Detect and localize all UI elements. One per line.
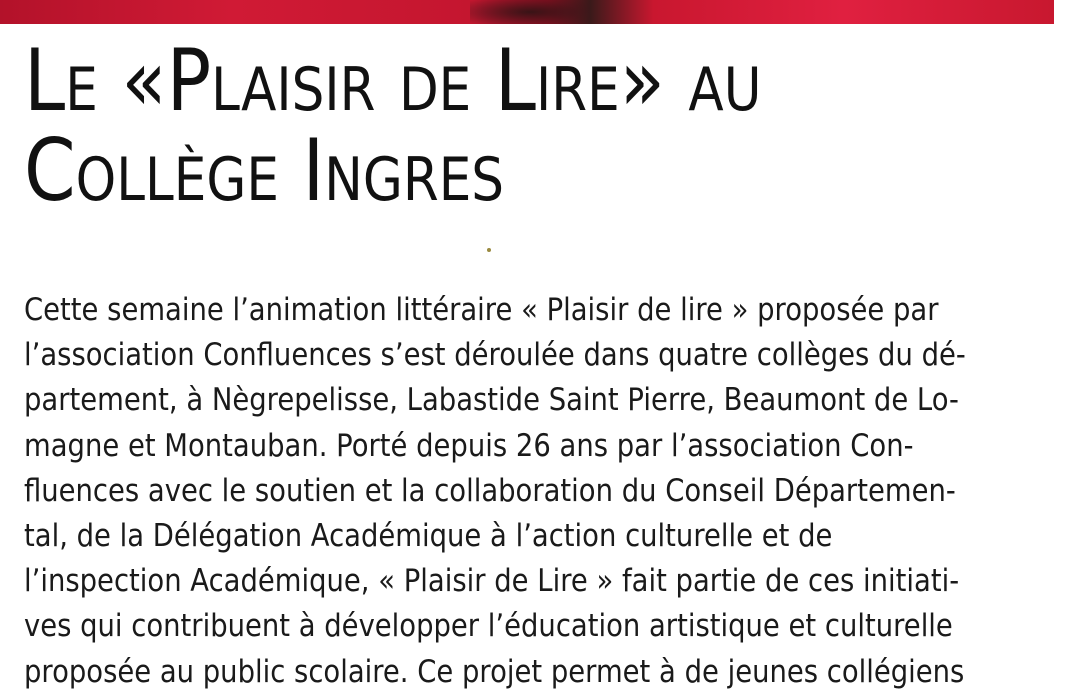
body-line: ves qui contribuent à développer l’éducation artistique et culturelle — [24, 608, 953, 645]
body-line: tal, de la Délégation Académique à l’action culturelle et de — [24, 518, 833, 555]
photo-shadow — [470, 0, 590, 24]
body-line: fluences avec le soutien et la collaboration du Conseil Départemen- — [24, 472, 956, 509]
body-line: Cette semaine l’animation littéraire « Plaisir de lire » proposée par — [24, 292, 939, 328]
body-line: l’inspection Académique, « Plaisir de Lire » fait partie de ces initiati- — [24, 563, 960, 600]
body-line: magne et Montauban. Porté depuis 26 ans par l’association Con- — [24, 427, 914, 464]
article-photo — [0, 0, 1054, 24]
article-body — [24, 288, 966, 695]
headline-line: Collège Ingres — [24, 121, 505, 221]
headline-line: Le «Plaisir de Lire» au — [24, 31, 762, 131]
print-speck — [487, 248, 491, 252]
body-line: partement, à Nègrepelisse, Labastide Saint Pierre, Beaumont de Lo- — [24, 382, 959, 419]
body-line: proposée au public scolaire. Ce projet permet à de jeunes collégiens — [24, 653, 965, 690]
article-headline — [24, 31, 901, 221]
body-line: l’association Confluences s’est déroulée dans quatre collèges du dé- — [24, 337, 966, 374]
